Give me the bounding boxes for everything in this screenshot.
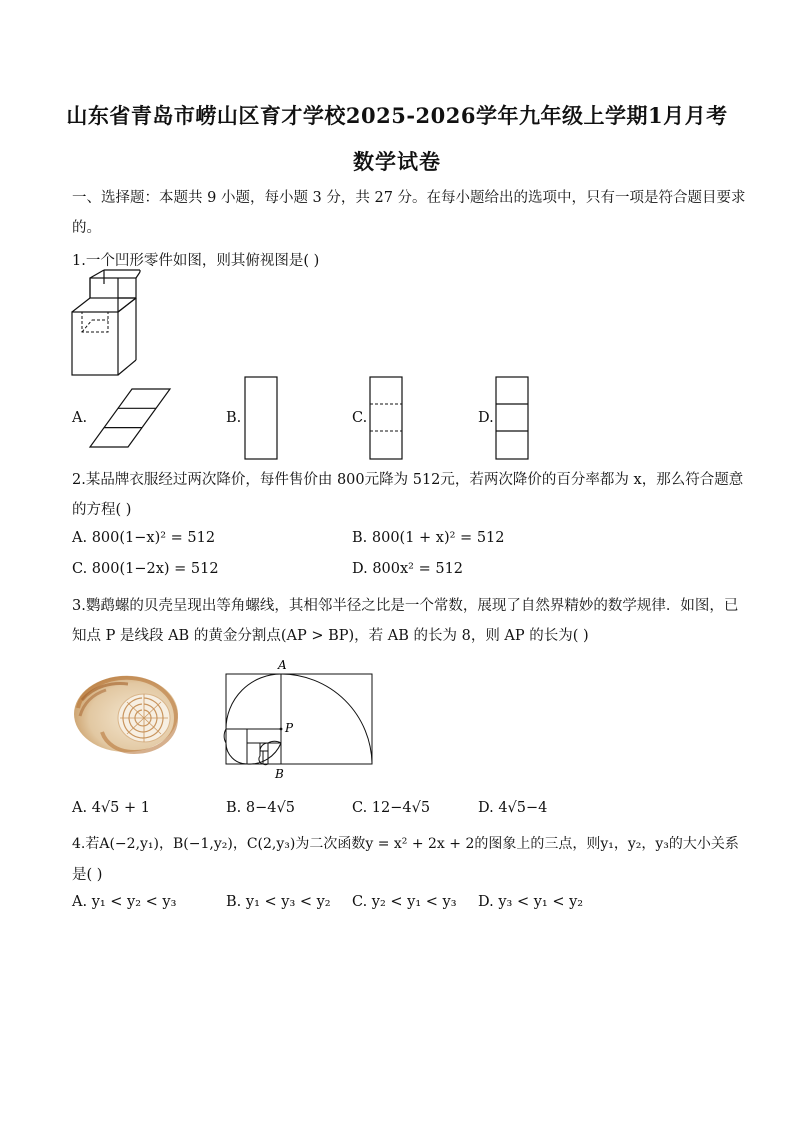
q2-option-a[interactable]: A. 800(1−x)² = 512 bbox=[72, 530, 216, 546]
q2-stem-line1: 2.某品牌衣服经过两次降价，每件售价由 800元降为 512元，若两次降价的百分率都为 x，那么符合题意 bbox=[72, 472, 744, 488]
q3-stem-line1: 3.鹦鹉螺的贝壳呈现出等角螺线，其相邻半径之比是一个常数，展现了自然界精妙的数学规律．如图，已 bbox=[72, 598, 739, 614]
q3-option-b[interactable]: B. 8−4√5 bbox=[226, 800, 295, 816]
q4-option-b[interactable]: B. y₁ < y₃ < y₂ bbox=[226, 894, 331, 910]
point-p-label: P bbox=[285, 721, 294, 735]
q4-option-d[interactable]: D. y₃ < y₁ < y₂ bbox=[478, 894, 584, 910]
q1-option-b-label[interactable]: B. bbox=[226, 410, 242, 426]
q2-option-b[interactable]: B. 800(1 + x)² = 512 bbox=[352, 530, 505, 546]
q3-option-c[interactable]: C. 12−4√5 bbox=[352, 800, 431, 816]
q2-stem-line2: 的方程( ) bbox=[72, 502, 132, 518]
point-b-label: B bbox=[275, 767, 284, 781]
q1-option-d-label[interactable]: D. bbox=[478, 410, 494, 426]
q1-option-c-label[interactable]: C. bbox=[352, 410, 368, 426]
exam-subtitle: 数学试卷 bbox=[353, 149, 441, 174]
q2-option-c[interactable]: C. 800(1−2x) = 512 bbox=[72, 561, 219, 577]
nautilus-shell-image bbox=[72, 672, 180, 754]
q1-option-a-label[interactable]: A. bbox=[72, 410, 88, 426]
q1-option-d-figure bbox=[495, 376, 529, 460]
q4-stem-line1: 4.若A(−2,y₁)，B(−1,y₂)，C(2,y₃)为二次函数y = x² + 2x + 2的图象上的三点，则y₁，y₂，y₃的大小关系 bbox=[72, 836, 739, 852]
q3-option-a[interactable]: A. 4√5 + 1 bbox=[72, 800, 150, 816]
q1-option-a-figure bbox=[88, 388, 172, 448]
q1-3d-figure bbox=[68, 270, 140, 380]
q1-option-c-figure bbox=[369, 376, 403, 460]
golden-spiral-figure bbox=[220, 656, 380, 782]
q3-option-d[interactable]: D. 4√5−4 bbox=[478, 800, 548, 816]
q3-stem-line2: 知点 P 是线段 AB 的黄金分割点(AP > BP)，若 AB 的长为 8，则 AP 的长为( ) bbox=[72, 628, 589, 644]
section-heading-cont: 的。 bbox=[72, 220, 101, 236]
q1-option-b-figure bbox=[244, 376, 278, 460]
q4-stem-line2: 是( ) bbox=[72, 867, 103, 883]
q2-option-d[interactable]: D. 800x² = 512 bbox=[352, 561, 464, 577]
q4-option-c[interactable]: C. y₂ < y₁ < y₃ bbox=[352, 894, 457, 910]
q1-stem: 1.一个凹形零件如图，则其俯视图是( ) bbox=[72, 253, 320, 269]
point-a-label: A bbox=[278, 658, 287, 672]
q4-option-a[interactable]: A. y₁ < y₂ < y₃ bbox=[72, 894, 177, 910]
section-heading: 一、选择题：本题共 9 小题，每小题 3 分，共 27 分。在每小题给出的选项中，只有一项是符合题目要求 bbox=[72, 190, 746, 206]
golden-spiral bbox=[224, 674, 372, 765]
exam-title: 山东省青岛市崂山区育才学校2025-2026学年九年级上学期1月月考 bbox=[66, 103, 728, 128]
